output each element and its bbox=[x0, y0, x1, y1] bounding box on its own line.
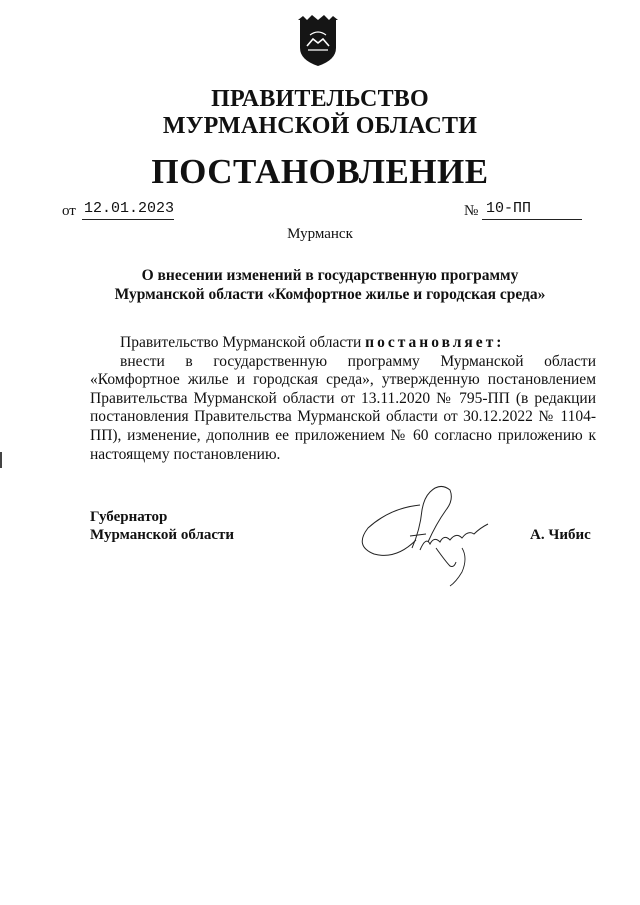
subject-line2: Мурманской области «Комфортное жилье и городская среда» bbox=[114, 286, 546, 303]
number-prefix: № bbox=[464, 203, 479, 219]
coat-of-arms-icon bbox=[296, 14, 340, 68]
government-title-line2: МУРМАНСКОЙ ОБЛАСТИ bbox=[162, 113, 478, 139]
document-number: 10-ПП bbox=[482, 199, 582, 220]
intro-text: Правительство Мурманской области bbox=[120, 334, 366, 351]
city-name: Мурманск bbox=[287, 226, 353, 242]
decree-intro bbox=[90, 334, 596, 353]
government-title bbox=[0, 86, 640, 140]
scan-edge-mark bbox=[0, 452, 2, 468]
government-title-line1: ПРАВИТЕЛЬСТВО bbox=[211, 86, 429, 112]
signer-name: А. Чибис bbox=[530, 527, 591, 543]
position-line2: Мурманской области bbox=[90, 527, 235, 543]
signatory-position bbox=[90, 508, 234, 544]
handwritten-signature bbox=[350, 470, 510, 590]
date-prefix: от bbox=[62, 203, 76, 219]
document-subject bbox=[100, 266, 560, 304]
decree-paragraph: внести в государственную программу Мурманской области «Комфортное жилье и городская среда», утвержденную постановлением Правительства Мурманской области от 13.11.2020 № 795-ПП (в редакции постановления Правительства Мурманской области от 30.12.2022 № 1104-ПП), изменение, дополнив ее приложением № 60 согласно приложению к настоящему постановлению. bbox=[90, 352, 596, 463]
document-body bbox=[90, 334, 596, 464]
decree-word: постановляет: bbox=[365, 334, 505, 351]
document-date: 12.01.2023 bbox=[82, 199, 174, 220]
subject-line1: О внесении изменений в государственную программу bbox=[141, 267, 519, 284]
position-line1: Губернатор bbox=[90, 509, 168, 525]
document-type: ПОСТАНОВЛЕНИЕ bbox=[151, 152, 489, 191]
